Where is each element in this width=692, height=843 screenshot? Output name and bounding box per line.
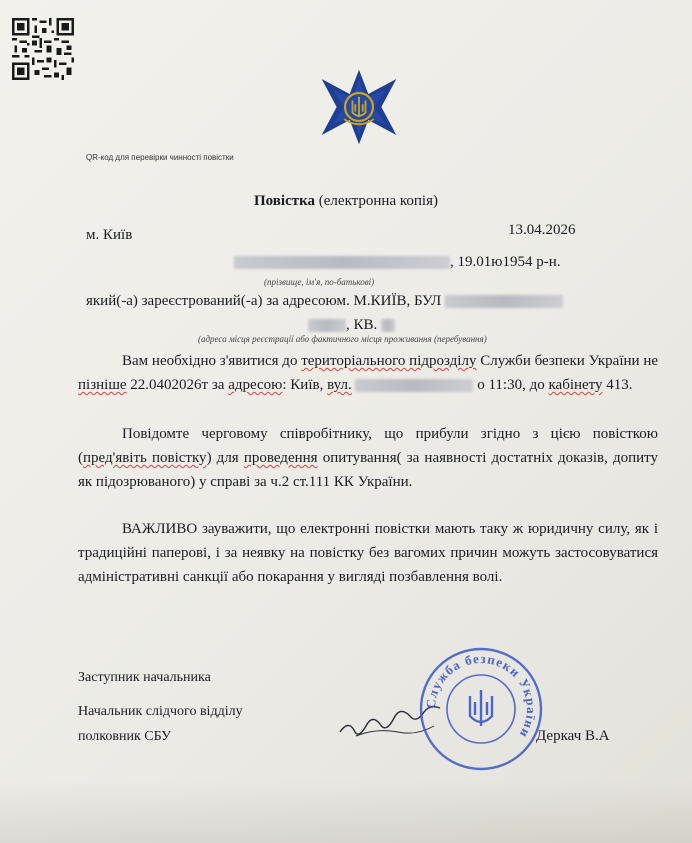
p2-text: проведення — [243, 450, 318, 466]
p3-text: ВАЖЛИВО зауважити, що електронні повістки мають таку ж юридичну силу, як і традиційні паперові, і за неявку на повістку без вагомих причин можуть застосовуватися адміністративні санкції або покарання у вигляді позбавлення волі. — [78, 521, 658, 585]
name-caption: (прізвище, ім'я, по-батькові) — [264, 277, 375, 287]
p2-text: ) для — [206, 450, 244, 466]
p1-text: 22.0402026т — [126, 377, 209, 393]
address-line-1 — [86, 293, 563, 310]
stamp-text: Служба безпеки України — [422, 650, 540, 742]
sbu-emblem-icon — [312, 66, 406, 148]
qr-code-icon — [12, 18, 74, 80]
paragraph-warning — [78, 517, 658, 589]
p1-text: о 11:30, до — [473, 377, 549, 393]
p1-text: Вам необхідно з'явитися до — [122, 353, 302, 369]
signer-title-1: Заступник начальника — [78, 670, 211, 685]
p1-text: адресою — [228, 377, 283, 393]
official-stamp-icon — [418, 646, 544, 772]
p1-text: : Київ, — [282, 377, 328, 393]
issue-date: 13.04.2026 — [508, 222, 576, 238]
paragraph-instructions — [78, 422, 658, 494]
redacted-street-2 — [355, 379, 473, 392]
p1-text: за — [208, 377, 229, 393]
address-line-2 — [308, 317, 395, 334]
redacted-street — [445, 295, 563, 308]
p1-text: територіального підрозділу — [301, 353, 477, 369]
p1-text: 413. — [602, 377, 633, 393]
p2-text: пред'явіть повістку — [83, 450, 207, 466]
p2-text: Повідомте черговому співробітнику, що прибули згідно з цією повісткою ( — [78, 426, 658, 466]
redacted-house — [308, 319, 346, 332]
signer-name: Деркач В.А — [536, 728, 610, 744]
p1-text: кабінету — [548, 377, 603, 393]
p1-text: пізніше — [78, 377, 127, 393]
address-caption: (адреса місця реєстрації або фактичного місця проживання (перебування) — [198, 334, 487, 344]
paragraph-summons — [78, 349, 658, 397]
birth-info: , 19.01ю1954 р-н. — [450, 254, 561, 270]
redacted-flat — [381, 319, 395, 332]
title-sub: (електронна копія) — [318, 193, 438, 209]
title-main: Повістка — [254, 193, 316, 209]
address-text-1: який(-а) зареєстрований(-а) за адресоюм. М.КИЇВ, БУЛ — [86, 293, 442, 309]
signer-rank: полковник СБУ — [78, 729, 172, 744]
p1-text: вул. — [327, 377, 352, 393]
city: м. Київ — [86, 227, 133, 243]
document-title — [0, 193, 692, 210]
address-text-2: , КВ. — [346, 317, 378, 333]
p2-text: опитування( за наявності достатніх доказів, допиту як підозрюваного) у справі за ч.2 ст.111 КК України. — [78, 450, 658, 490]
qr-caption: QR-код для перевірки чинності повістки — [86, 153, 234, 162]
signer-title-2: Начальник слідчого відділу — [78, 704, 243, 719]
redacted-name — [234, 256, 450, 269]
p1-text: Служби безпеки України не — [476, 353, 659, 369]
recipient-line — [234, 254, 560, 271]
